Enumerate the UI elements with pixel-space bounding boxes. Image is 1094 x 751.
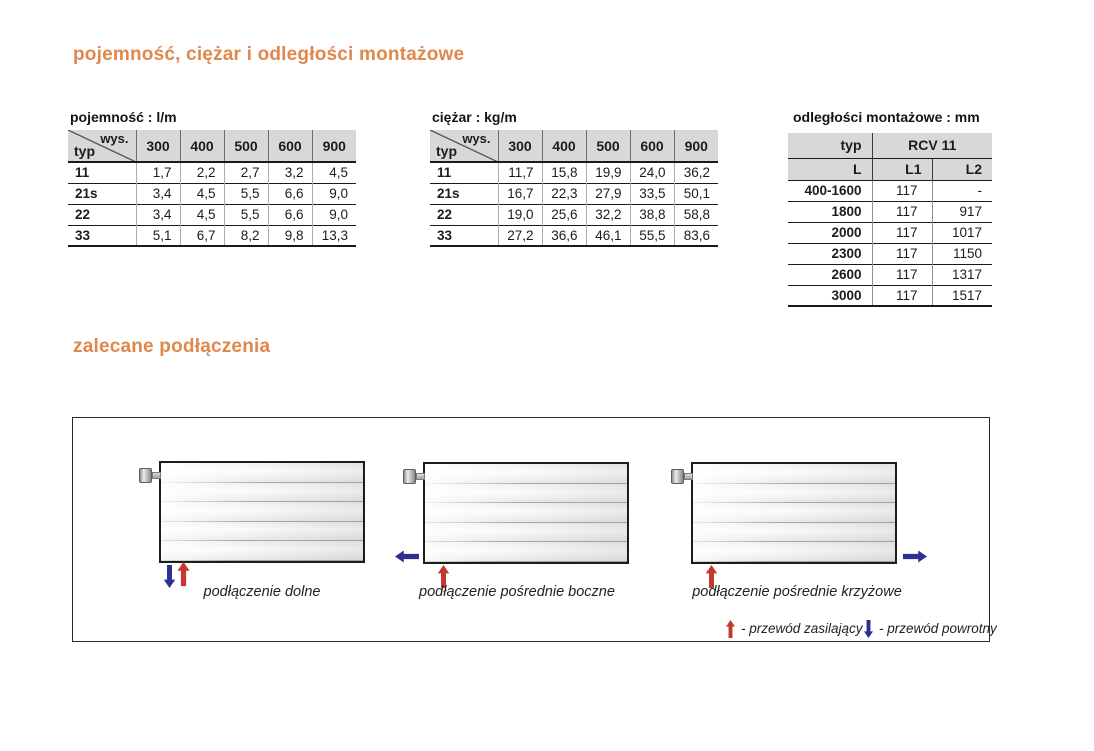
column-header: 500	[224, 130, 268, 162]
table-cell: 38,8	[630, 204, 674, 225]
table-cell: 27,2	[498, 225, 542, 246]
table-cell: 3,4	[136, 204, 180, 225]
row-header: 400-1600	[804, 183, 862, 198]
column-header: 900	[312, 130, 356, 162]
table-cell: 9,8	[268, 225, 312, 246]
table-cell: 117	[872, 201, 932, 222]
table-cell: 25,6	[542, 204, 586, 225]
table-cell: 55,5	[630, 225, 674, 246]
weight-table-label: ciężar : kg/m	[432, 109, 517, 125]
table-cell: 117	[872, 222, 932, 243]
table-row	[430, 183, 718, 204]
table-row	[788, 243, 992, 264]
table-cell: 33,5	[630, 183, 674, 204]
table-cell: 27,9	[586, 183, 630, 204]
table-cell: 4,5	[180, 204, 224, 225]
table-row	[68, 225, 356, 246]
table-cell: 32,2	[586, 204, 630, 225]
section-title-connections: zalecane podłączenia	[73, 336, 271, 357]
table-cell: 4,5	[312, 162, 356, 183]
column-header: 400	[542, 130, 586, 162]
table-cell: 6,7	[180, 225, 224, 246]
column-header: 500	[586, 130, 630, 162]
thermostatic-valve-icon	[139, 468, 161, 483]
diagram-caption: podłączenie dolne	[203, 584, 321, 600]
table-cell: 3,2	[268, 162, 312, 183]
table-cell: 83,6	[674, 225, 718, 246]
table-cell: 1,7	[136, 162, 180, 183]
table-cell: 117	[872, 264, 932, 285]
table-cell: 22,3	[542, 183, 586, 204]
mounting-table-label: odległości montażowe : mm	[793, 109, 980, 125]
table-cell: 36,2	[674, 162, 718, 183]
table-cell: 117	[872, 285, 932, 306]
table-cell: 1317	[932, 264, 992, 285]
table-cell: 917	[932, 201, 992, 222]
column-header: 300	[498, 130, 542, 162]
column-header-model: RCV 11	[872, 133, 992, 158]
table-cell: 9,0	[312, 183, 356, 204]
table-cell: 3,4	[136, 183, 180, 204]
table-row	[430, 204, 718, 225]
row-header: 22	[437, 207, 453, 222]
table-cell: 1517	[932, 285, 992, 306]
table-row	[788, 285, 992, 306]
row-header: 11	[437, 165, 452, 181]
table-cell: 13,3	[312, 225, 356, 246]
capacity-table-label: pojemność : l/m	[70, 109, 177, 125]
table-cell: 6,6	[268, 204, 312, 225]
table-cell: 5,5	[224, 204, 268, 225]
row-header: 22	[75, 207, 91, 222]
weight-table	[430, 130, 718, 247]
row-header: 2000	[831, 225, 862, 240]
corner-label-typ: typ	[436, 143, 457, 159]
corner-label-typ: typ	[74, 143, 95, 159]
legend-return-label: - przewód powrotny	[879, 621, 997, 636]
table-cell: 58,8	[674, 204, 718, 225]
table-header-row	[788, 158, 992, 180]
row-header: 3000	[831, 287, 862, 303]
supply-up-arrow-icon	[725, 620, 736, 638]
corner-cell	[430, 130, 498, 162]
table-header-row	[68, 130, 356, 162]
return-down-arrow-icon	[863, 620, 874, 638]
column-header: 300	[136, 130, 180, 162]
corner-label-wys: wys.	[100, 131, 129, 146]
table-cell: 1150	[932, 243, 992, 264]
table-cell: 2,7	[224, 162, 268, 183]
table-cell: 5,5	[224, 183, 268, 204]
table-cell: 11,7	[498, 162, 542, 183]
table-cell: 5,1	[136, 225, 180, 246]
diagram-caption: podłączenie pośrednie boczne	[419, 584, 615, 600]
table-cell: 6,6	[268, 183, 312, 204]
table-cell: 8,2	[224, 225, 268, 246]
column-header: 400	[180, 130, 224, 162]
column-header-l2: L2	[932, 158, 992, 180]
row-header: 2300	[831, 246, 862, 261]
table-cell: 117	[872, 180, 932, 201]
table-row	[68, 183, 356, 204]
column-header: 600	[630, 130, 674, 162]
table-cell: 117	[872, 243, 932, 264]
row-header: 11	[75, 165, 90, 181]
thermostatic-valve-icon	[671, 469, 693, 484]
table-cell: -	[932, 180, 992, 201]
table-cell: 50,1	[674, 183, 718, 204]
connection-diagrams-panel	[72, 417, 997, 642]
thermostatic-valve-icon	[403, 469, 425, 484]
diagram-caption: podłączenie pośrednie krzyżowe	[692, 584, 902, 600]
table-cell: 16,7	[498, 183, 542, 204]
row-header: 21s	[437, 186, 460, 201]
table-cell: 4,5	[180, 183, 224, 204]
corner-label-wys: wys.	[462, 131, 491, 146]
table-cell: 15,8	[542, 162, 586, 183]
column-header: 900	[674, 130, 718, 162]
table-row	[788, 222, 992, 243]
table-cell: 19,9	[586, 162, 630, 183]
table-row	[430, 162, 718, 183]
row-header: 33	[75, 227, 91, 243]
table-row	[68, 204, 356, 225]
table-cell: 36,6	[542, 225, 586, 246]
capacity-table	[68, 130, 356, 247]
table-row	[430, 225, 718, 246]
radiator-diagram-side-connection	[423, 462, 629, 564]
radiator-diagram-bottom-connection	[159, 461, 365, 563]
section-title-dimensions: pojemność, ciężar i odległości montażowe	[73, 44, 465, 65]
table-cell: 19,0	[498, 204, 542, 225]
table-cell: 9,0	[312, 204, 356, 225]
column-header-typ: typ	[788, 133, 872, 158]
return-left-arrow-icon	[395, 550, 419, 563]
table-row	[68, 162, 356, 183]
row-header: 33	[437, 227, 453, 243]
column-header: 600	[268, 130, 312, 162]
column-header-l: L	[788, 158, 872, 180]
column-header-l1: L1	[872, 158, 932, 180]
corner-cell	[68, 130, 136, 162]
table-row	[788, 180, 992, 201]
row-header: 21s	[75, 186, 98, 201]
return-right-arrow-icon	[903, 550, 927, 563]
radiator-diagram-cross-connection	[691, 462, 897, 564]
table-cell: 46,1	[586, 225, 630, 246]
table-row	[788, 264, 992, 285]
mounting-table	[788, 133, 992, 307]
table-row	[788, 201, 992, 222]
table-header-row	[430, 130, 718, 162]
legend-supply-label: - przewód zasilający	[741, 621, 863, 636]
table-cell: 1017	[932, 222, 992, 243]
table-header-row	[788, 133, 992, 158]
table-cell: 2,2	[180, 162, 224, 183]
row-header: 2600	[831, 267, 862, 282]
row-header: 1800	[831, 204, 862, 219]
table-cell: 24,0	[630, 162, 674, 183]
